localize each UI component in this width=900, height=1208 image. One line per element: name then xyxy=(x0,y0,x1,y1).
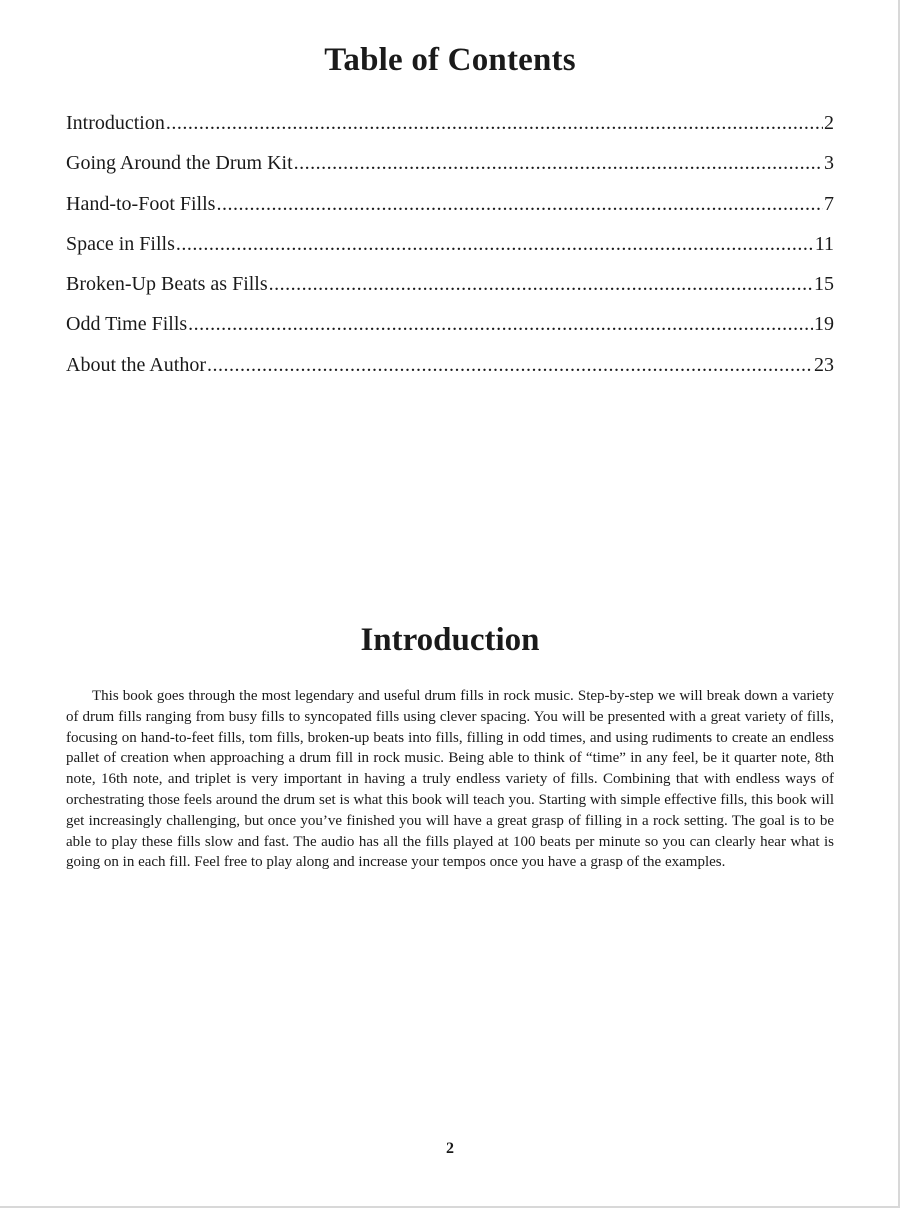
toc-entry xyxy=(66,273,834,313)
toc-entry xyxy=(66,112,834,152)
introduction-title: Introduction xyxy=(360,622,540,658)
toc-entry-label: Odd Time Fills xyxy=(66,313,188,336)
toc-leader-dots xyxy=(207,354,813,377)
toc-entry xyxy=(66,313,834,353)
toc-entry-page: 2 xyxy=(824,112,834,134)
toc-entry xyxy=(66,152,834,192)
toc-list xyxy=(66,112,834,394)
toc-leader-dots xyxy=(176,233,814,256)
toc-entry-label: Hand-to-Foot Fills xyxy=(66,192,216,215)
page-number: 2 xyxy=(446,1140,454,1157)
toc-title: Table of Contents xyxy=(324,42,576,78)
toc-leader-dots xyxy=(216,193,823,216)
toc-entry-page: 15 xyxy=(814,273,834,296)
introduction-body: This book goes through the most legendary and useful drum fills in rock music. Step-by-step we will break down a variety of drum fills ranging from busy fills to syncopated fills using clever spacing. You will be presented with a great variety of fills, focusing on hand-to-feet fills, tom fills, broken-up beats into fills, filling in odd times, and using rudiments to create an endless pallet of creation when approaching a drum fill in rock music. Being able to think of “time” in any feel, be it quarter note, 8th note, 16th note, and triplet is very important in having a truly endless variety of fills. Combining that with endless ways of orchestrating those feels around the drum set is what this book will teach you. Starting with simple effective fills, this book will get increasingly challenging, but once you’ve finished you will have a great grasp of filling in a rock setting. The goal is to be able to play these fills slow and fast. The audio has all the fills played at 100 beats per minute so you can clearly hear what is going on in each fill. Feel free to play along and increase your tempos once you have a grasp of the examples. xyxy=(66,688,834,871)
toc-entry-label: Broken-Up Beats as Fills xyxy=(66,273,268,296)
toc-leader-dots xyxy=(294,152,823,175)
toc-entry xyxy=(66,233,834,273)
toc-entry-label: Going Around the Drum Kit xyxy=(66,152,293,175)
toc-entry-page: 3 xyxy=(824,152,834,175)
toc-entry-label: Introduction xyxy=(66,112,165,134)
toc-entry xyxy=(66,354,834,394)
toc-entry-page: 11 xyxy=(814,232,834,255)
toc-entry-label: Space in Fills xyxy=(66,232,175,255)
toc-leader-dots xyxy=(188,313,813,336)
toc-entry-page: 19 xyxy=(814,313,834,336)
toc-entry-page: 23 xyxy=(814,353,834,376)
toc-entry-page: 7 xyxy=(824,192,834,215)
toc-entry xyxy=(66,193,834,233)
toc-entry-label: About the Author xyxy=(66,353,206,376)
toc-leader-dots xyxy=(269,273,813,296)
toc-leader-dots xyxy=(166,112,823,135)
